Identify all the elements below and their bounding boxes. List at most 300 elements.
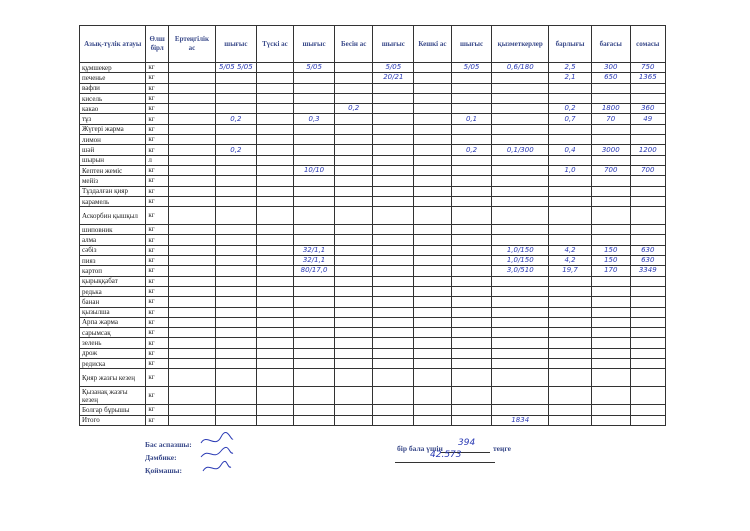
value-cell: [334, 317, 373, 327]
value-cell: [549, 359, 592, 369]
product-name-cell: редька: [80, 286, 146, 296]
value-cell: 70: [591, 114, 630, 124]
table-row: [80, 186, 666, 196]
value-cell: [492, 104, 549, 114]
value-cell: [373, 196, 414, 206]
table-row: [80, 387, 666, 405]
value-cell: 1834: [492, 415, 549, 425]
value-cell: [549, 83, 592, 93]
table-row: [80, 176, 666, 186]
table-row: [80, 165, 666, 175]
value-cell: [256, 369, 293, 387]
product-name-cell: Қияр жазғы кезең: [80, 369, 146, 387]
value-cell: 32/1,1: [294, 256, 335, 266]
unit-cell: кг: [146, 135, 168, 145]
value-cell: [294, 176, 335, 186]
value-cell: [549, 307, 592, 317]
value-cell: [414, 405, 451, 415]
value-cell: 700: [591, 165, 630, 175]
value-cell: [294, 286, 335, 296]
table-row: [80, 235, 666, 245]
currency-label: теңге: [493, 444, 511, 453]
value-cell: [256, 114, 293, 124]
value-cell: [334, 145, 373, 155]
value-cell: [168, 83, 215, 93]
value-cell: [591, 348, 630, 358]
header-cell: шығыс: [373, 26, 414, 63]
value-cell: [373, 135, 414, 145]
value-cell: [256, 286, 293, 296]
value-cell: [373, 359, 414, 369]
total-underline: [395, 462, 495, 463]
value-cell: [451, 225, 492, 235]
value-cell: 0,2: [216, 145, 257, 155]
value-cell: [216, 338, 257, 348]
value-cell: [256, 196, 293, 206]
value-cell: [549, 207, 592, 225]
table-row: [80, 196, 666, 206]
value-cell: [591, 387, 630, 405]
unit-cell: кг: [146, 196, 168, 206]
value-cell: [256, 207, 293, 225]
value-cell: [630, 155, 665, 165]
value-cell: 32/1,1: [294, 245, 335, 255]
value-cell: [168, 196, 215, 206]
value-cell: [630, 338, 665, 348]
value-cell: 150: [591, 256, 630, 266]
table-body: [80, 63, 666, 426]
unit-cell: кг: [146, 83, 168, 93]
value-cell: [630, 369, 665, 387]
value-cell: [630, 307, 665, 317]
value-cell: [256, 176, 293, 186]
value-cell: 0,2: [334, 104, 373, 114]
value-cell: [334, 307, 373, 317]
value-cell: [334, 369, 373, 387]
value-cell: [334, 93, 373, 103]
value-cell: [591, 286, 630, 296]
unit-cell: кг: [146, 145, 168, 155]
unit-cell: кг: [146, 338, 168, 348]
value-cell: [373, 307, 414, 317]
product-name-cell: Тұздалған қияр: [80, 186, 146, 196]
value-cell: [334, 225, 373, 235]
product-name-cell: банан: [80, 297, 146, 307]
value-cell: [216, 359, 257, 369]
value-cell: 5/05: [451, 63, 492, 73]
header-cell: шығыс: [451, 26, 492, 63]
dietitian-label: Дәмбике:: [145, 453, 177, 462]
value-cell: [630, 176, 665, 186]
product-name-cell: кисель: [80, 93, 146, 103]
value-cell: [451, 276, 492, 286]
value-cell: [216, 104, 257, 114]
value-cell: [334, 124, 373, 134]
product-name-cell: қызылша: [80, 307, 146, 317]
value-cell: [334, 207, 373, 225]
value-cell: [168, 186, 215, 196]
table-row: [80, 286, 666, 296]
value-cell: [373, 235, 414, 245]
value-cell: 1800: [591, 104, 630, 114]
value-cell: [216, 405, 257, 415]
value-cell: [168, 93, 215, 103]
value-cell: [373, 348, 414, 358]
value-cell: [168, 348, 215, 358]
value-cell: [591, 297, 630, 307]
value-cell: [294, 73, 335, 83]
unit-cell: кг: [146, 387, 168, 405]
header-cell: Түскі ас: [256, 26, 293, 63]
value-cell: [294, 155, 335, 165]
unit-cell: кг: [146, 307, 168, 317]
value-cell: 1365: [630, 73, 665, 83]
header-cell: Өлш бірл: [146, 26, 168, 63]
value-cell: 750: [630, 63, 665, 73]
value-cell: [334, 135, 373, 145]
unit-cell: кг: [146, 286, 168, 296]
product-name-cell: сарымсақ: [80, 328, 146, 338]
value-cell: 700: [630, 165, 665, 175]
value-cell: [216, 369, 257, 387]
value-cell: [373, 145, 414, 155]
value-cell: [294, 405, 335, 415]
unit-cell: кг: [146, 359, 168, 369]
table-row: [80, 328, 666, 338]
value-cell: [256, 276, 293, 286]
value-cell: [492, 297, 549, 307]
value-cell: [591, 176, 630, 186]
value-cell: [414, 73, 451, 83]
value-cell: [492, 328, 549, 338]
value-cell: [414, 286, 451, 296]
value-cell: [451, 196, 492, 206]
value-cell: [414, 114, 451, 124]
value-cell: [373, 297, 414, 307]
table-row: [80, 317, 666, 327]
value-cell: [414, 328, 451, 338]
value-cell: [414, 307, 451, 317]
value-cell: [256, 359, 293, 369]
value-cell: [549, 186, 592, 196]
value-cell: [492, 369, 549, 387]
value-cell: [591, 93, 630, 103]
value-cell: [373, 266, 414, 276]
value-cell: [451, 186, 492, 196]
value-cell: [373, 225, 414, 235]
value-cell: [549, 405, 592, 415]
value-cell: [492, 348, 549, 358]
value-cell: [414, 196, 451, 206]
value-cell: [334, 196, 373, 206]
value-cell: [630, 276, 665, 286]
value-cell: [216, 186, 257, 196]
value-cell: [256, 73, 293, 83]
value-cell: [168, 405, 215, 415]
value-cell: [294, 196, 335, 206]
value-cell: [216, 276, 257, 286]
value-cell: [630, 83, 665, 93]
value-cell: [591, 369, 630, 387]
unit-cell: кг: [146, 266, 168, 276]
value-cell: 5/05: [294, 63, 335, 73]
value-cell: 1,0: [549, 165, 592, 175]
value-cell: [373, 207, 414, 225]
unit-cell: кг: [146, 104, 168, 114]
value-cell: [451, 307, 492, 317]
value-cell: [549, 317, 592, 327]
value-cell: [492, 405, 549, 415]
table-row: [80, 307, 666, 317]
table-row: [80, 93, 666, 103]
value-cell: [334, 415, 373, 425]
value-cell: [373, 338, 414, 348]
value-cell: [256, 266, 293, 276]
value-cell: 10/10: [294, 165, 335, 175]
value-cell: [451, 297, 492, 307]
value-cell: [451, 165, 492, 175]
value-cell: 0,6/180: [492, 63, 549, 73]
table-row: [80, 369, 666, 387]
value-cell: 300: [591, 63, 630, 73]
value-cell: [373, 415, 414, 425]
table-row: [80, 245, 666, 255]
value-cell: [414, 235, 451, 245]
value-cell: 0,3: [294, 114, 335, 124]
value-cell: [492, 196, 549, 206]
value-cell: [334, 359, 373, 369]
value-cell: [256, 338, 293, 348]
value-cell: [334, 155, 373, 165]
value-cell: [256, 405, 293, 415]
value-cell: [334, 338, 373, 348]
value-cell: [373, 405, 414, 415]
value-cell: [549, 225, 592, 235]
unit-cell: кг: [146, 235, 168, 245]
value-cell: [334, 186, 373, 196]
value-cell: 0,1: [451, 114, 492, 124]
product-name-cell: пияз: [80, 256, 146, 266]
value-cell: [373, 387, 414, 405]
value-cell: [334, 266, 373, 276]
value-cell: [492, 276, 549, 286]
value-cell: [591, 276, 630, 286]
value-cell: [334, 286, 373, 296]
product-name-cell: тұз: [80, 114, 146, 124]
value-cell: [549, 124, 592, 134]
value-cell: [294, 135, 335, 145]
value-cell: [168, 338, 215, 348]
value-cell: [294, 93, 335, 103]
table-row: [80, 359, 666, 369]
value-cell: [451, 256, 492, 266]
value-cell: [630, 207, 665, 225]
value-cell: [256, 135, 293, 145]
value-cell: [216, 124, 257, 134]
value-cell: [451, 359, 492, 369]
value-cell: [414, 186, 451, 196]
table-row: [80, 207, 666, 225]
signature-dietitian: [201, 447, 233, 457]
table-row: [80, 73, 666, 83]
unit-cell: кг: [146, 186, 168, 196]
value-cell: 3000: [591, 145, 630, 155]
value-cell: [168, 307, 215, 317]
value-cell: [216, 307, 257, 317]
value-cell: [414, 145, 451, 155]
value-cell: [334, 176, 373, 186]
value-cell: [334, 276, 373, 286]
unit-cell: кг: [146, 165, 168, 175]
value-cell: [216, 328, 257, 338]
value-cell: [216, 286, 257, 296]
value-cell: [451, 328, 492, 338]
value-cell: [451, 245, 492, 255]
value-cell: [216, 266, 257, 276]
value-cell: [451, 338, 492, 348]
value-cell: [630, 387, 665, 405]
value-cell: [216, 387, 257, 405]
value-cell: [256, 83, 293, 93]
value-cell: [492, 307, 549, 317]
value-cell: [216, 415, 257, 425]
value-cell: [549, 348, 592, 358]
value-cell: [168, 359, 215, 369]
value-cell: [168, 63, 215, 73]
total-value: 42.573: [430, 450, 462, 460]
unit-cell: кг: [146, 225, 168, 235]
unit-cell: кг: [146, 245, 168, 255]
value-cell: 5/05: [373, 63, 414, 73]
value-cell: [168, 286, 215, 296]
value-cell: [630, 135, 665, 145]
value-cell: [451, 387, 492, 405]
value-cell: [294, 276, 335, 286]
value-cell: [256, 93, 293, 103]
value-cell: [216, 155, 257, 165]
value-cell: [294, 145, 335, 155]
value-cell: [630, 286, 665, 296]
value-cell: [373, 186, 414, 196]
product-name-cell: шырын: [80, 155, 146, 165]
value-cell: [294, 83, 335, 93]
value-cell: [168, 225, 215, 235]
value-cell: [216, 165, 257, 175]
value-cell: [168, 328, 215, 338]
value-cell: 630: [630, 245, 665, 255]
value-cell: [451, 235, 492, 245]
product-name-cell: сәбіз: [80, 245, 146, 255]
value-cell: [256, 297, 293, 307]
warehouse-label: Қоймашы:: [145, 466, 183, 475]
value-cell: [168, 387, 215, 405]
value-cell: [492, 317, 549, 327]
unit-cell: кг: [146, 317, 168, 327]
value-cell: [492, 235, 549, 245]
unit-cell: кг: [146, 256, 168, 266]
value-cell: 3,0/510: [492, 266, 549, 276]
value-cell: [591, 155, 630, 165]
value-cell: [414, 207, 451, 225]
table-row: [80, 124, 666, 134]
value-cell: [414, 369, 451, 387]
value-cell: [168, 165, 215, 175]
value-cell: [256, 256, 293, 266]
value-cell: [549, 415, 592, 425]
value-cell: [549, 93, 592, 103]
value-cell: [492, 135, 549, 145]
value-cell: [492, 359, 549, 369]
value-cell: 170: [591, 266, 630, 276]
table-row: [80, 338, 666, 348]
value-cell: 0,7: [549, 114, 592, 124]
value-cell: [373, 317, 414, 327]
product-name-cell: мейіз: [80, 176, 146, 186]
value-cell: [256, 124, 293, 134]
table-row: [80, 155, 666, 165]
table-row: [80, 225, 666, 235]
value-cell: 0,1/300: [492, 145, 549, 155]
value-cell: 630: [630, 256, 665, 266]
value-cell: [549, 176, 592, 186]
header-cell: сомасы: [630, 26, 665, 63]
value-cell: [334, 165, 373, 175]
value-cell: [168, 245, 215, 255]
product-name-cell: Кептен жеміс: [80, 165, 146, 175]
value-cell: [549, 338, 592, 348]
value-cell: [451, 405, 492, 415]
product-name-cell: дрож: [80, 348, 146, 358]
value-cell: [168, 317, 215, 327]
value-cell: 4,2: [549, 245, 592, 255]
value-cell: [630, 93, 665, 103]
value-cell: [256, 387, 293, 405]
value-cell: 150: [591, 245, 630, 255]
value-cell: [591, 328, 630, 338]
table-row: [80, 297, 666, 307]
value-cell: 0,2: [451, 145, 492, 155]
value-cell: 20/21: [373, 73, 414, 83]
value-cell: [451, 207, 492, 225]
value-cell: [630, 348, 665, 358]
value-cell: [414, 245, 451, 255]
value-cell: [630, 297, 665, 307]
table-row: [80, 276, 666, 286]
per-child-value: 394: [458, 438, 476, 448]
value-cell: [451, 286, 492, 296]
value-cell: [451, 73, 492, 83]
value-cell: [256, 186, 293, 196]
value-cell: [451, 93, 492, 103]
value-cell: [549, 387, 592, 405]
value-cell: [451, 369, 492, 387]
value-cell: [630, 196, 665, 206]
header-cell: Азық-түлік атауы: [80, 26, 146, 63]
value-cell: [549, 155, 592, 165]
ration-table: [79, 25, 666, 426]
value-cell: [591, 124, 630, 134]
value-cell: [492, 225, 549, 235]
table-row: [80, 256, 666, 266]
value-cell: [492, 114, 549, 124]
value-cell: [451, 83, 492, 93]
unit-cell: кг: [146, 73, 168, 83]
value-cell: [414, 165, 451, 175]
value-cell: [630, 405, 665, 415]
value-cell: [168, 104, 215, 114]
value-cell: [630, 415, 665, 425]
value-cell: [168, 276, 215, 286]
